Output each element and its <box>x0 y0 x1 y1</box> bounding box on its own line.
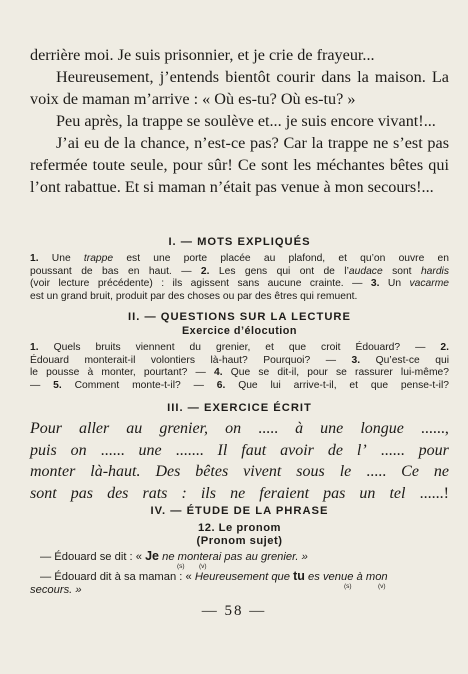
section-heading-phrase: IV. — ÉTUDE DE LA PHRASE <box>150 505 329 517</box>
subject-label: (s) <box>344 583 352 590</box>
exercise-word: une <box>138 441 162 459</box>
verb-label: (v) <box>199 563 207 570</box>
exercise-word: à <box>295 420 304 437</box>
subject-pronoun: Je <box>145 549 160 563</box>
exercise-word: vivent <box>243 463 282 480</box>
exercise-word: ils <box>200 484 216 502</box>
verb-label: (v) <box>378 583 386 590</box>
exercise-word: puis <box>30 441 57 459</box>
story-paragraph: J’ai eu de la chance, n’est-ce pas? Car la trappe ne s’est pas refermée toute seule, pour sûr! Ce sont les méchantes bêtes qui l’ont rabattue. Et si maman n’était pas venue à mon secours!... <box>30 134 449 196</box>
exercise-line <box>30 418 449 440</box>
exercise-word: ...... <box>100 441 125 459</box>
text-line: poussant de bas en haut. — 2. Les gens qui ont de l’audace sont hardis <box>30 265 449 277</box>
example-sentence-1 <box>40 550 449 564</box>
exercise-word: de <box>327 441 343 459</box>
text-line: le pousse à monter, pourtant? — 4. Que se dit-il, pour se rassurer lui-même? <box>30 367 449 379</box>
exercise-word: des <box>107 484 129 502</box>
example-intro: — Édouard dit à sa maman : « <box>40 571 195 583</box>
exercise-word: pas <box>323 484 346 502</box>
exercise-word: faut <box>241 441 267 459</box>
story-text <box>30 44 449 198</box>
story-paragraph: Heureusement, j’entends bientôt courir dans la maison. La voix de maman m’arrive : « Où es-tu? Où es-tu? » <box>30 68 449 108</box>
section-heading-exercice: III. — EXERCICE ÉCRIT <box>167 402 312 414</box>
example-text: es <box>304 571 320 583</box>
text-line: — 5. Comment monte-t-il? — 6. Que lui arrive-t-il, et que pense-t-il? <box>30 379 449 391</box>
exercise-word: un <box>359 484 376 502</box>
exercise-word: pas <box>70 484 93 502</box>
page-number: — 58 — <box>201 603 267 619</box>
exercise-word: : <box>181 484 187 502</box>
text-line: 1. Quels bruits viennent du grenier, et que croit Édouard? — 2. <box>30 342 449 353</box>
lesson-subtitle: (Pronom sujet) <box>196 535 283 547</box>
exercise-word: rats <box>142 484 168 502</box>
exercise-word: ne <box>433 463 449 480</box>
exercise-word: bêtes <box>195 463 229 480</box>
text-line: Édouard monterait-il volontiers là-haut? Pourquoi? — 3. Qu’est-ce qui <box>30 354 449 366</box>
exercise-word: ..... <box>366 463 387 480</box>
exercise-word: grenier, <box>159 420 209 437</box>
exercise-word: ......! <box>419 484 449 502</box>
exercise-word: ....... <box>175 441 204 459</box>
exercise-word: ne <box>230 484 246 502</box>
exercise-word: ..... <box>258 420 279 437</box>
exercise-word: Ce <box>401 463 419 480</box>
exercise-word: sous <box>296 463 325 480</box>
subject-label: (s) <box>177 563 185 570</box>
example-continuation: secours. » <box>30 584 82 596</box>
example-text: Heureusement que <box>194 571 294 583</box>
section-heading-questions: II. — QUESTIONS SUR LA LECTURE <box>128 311 351 323</box>
exercise-word: ......, <box>420 420 449 437</box>
text-line: est un grand bruit, produit par des choses ou par des êtres qui remuent. <box>30 290 358 302</box>
exercise-word: pour <box>418 441 449 459</box>
exercise-word: Pour <box>30 420 62 437</box>
exercise-word: longue <box>360 420 404 437</box>
section-heading-mots: I. — MOTS EXPLIQUÉS <box>168 236 311 248</box>
exercise-line <box>30 461 449 483</box>
example-text: venue à mon <box>319 571 388 583</box>
exercise-word: sont <box>30 484 57 502</box>
exercise-word: on <box>225 420 242 437</box>
exercise-word: on <box>70 441 87 459</box>
exercise-word: au <box>126 420 143 437</box>
exercise-word: aller <box>79 420 110 437</box>
example-text: ne monterai pas au grenier. » <box>159 551 308 563</box>
exercise-word: là-haut. <box>90 463 141 480</box>
section-body-mots <box>30 253 449 303</box>
subject-pronoun: tu <box>293 569 305 583</box>
written-exercise <box>30 418 449 504</box>
exercise-word: avoir <box>280 441 314 459</box>
exercise-word: Il <box>217 441 228 459</box>
exercise-word: ...... <box>380 441 405 459</box>
text-line: 1. Une trappe est une porte placée au plafond, et qu’on ouvre en <box>30 253 449 264</box>
exercise-word: feraient <box>259 484 310 502</box>
story-paragraph: Peu après, la trappe se soulève et... je suis encore vivant!... <box>56 112 436 130</box>
exercise-line <box>30 440 449 462</box>
section-body-questions <box>30 342 449 392</box>
exercise-word: Des <box>155 463 181 480</box>
exercise-word: l’ <box>356 441 367 459</box>
exercise-word: monter <box>30 463 76 480</box>
section-subheading: Exercice d’élocution <box>181 325 297 337</box>
exercise-word: une <box>320 420 344 437</box>
exercise-word: tel <box>389 484 406 502</box>
story-paragraph: derrière moi. Je suis prisonnier, et je crie de frayeur... <box>30 46 375 64</box>
example-sentence-2 <box>40 570 449 584</box>
text-line: (voir lecture précédente) : ils agissent sans aucune crainte. — 3. Un vacarme <box>30 278 449 290</box>
lesson-title: 12. Le pronom <box>198 522 281 534</box>
example-intro: — Édouard se dit : « <box>40 551 146 563</box>
exercise-line <box>30 483 449 505</box>
exercise-word: le <box>339 463 352 480</box>
